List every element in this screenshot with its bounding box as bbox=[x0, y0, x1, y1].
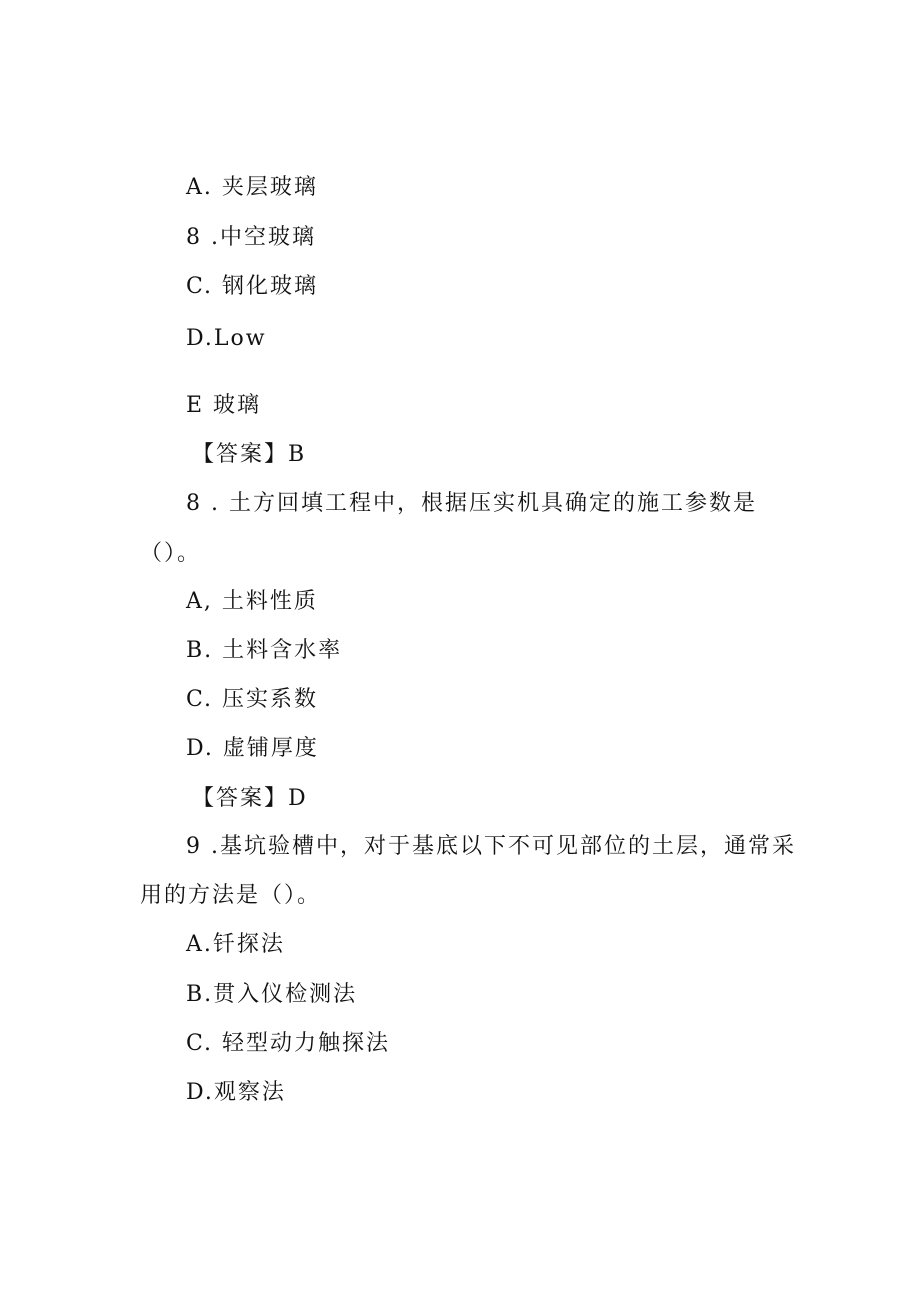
option-c: C. 钢化玻璃 bbox=[186, 274, 319, 299]
option-d: D.观察法 bbox=[186, 1080, 286, 1105]
question-stem: 8 . 土方回填工程中，根据压实机具确定的施工参数是 bbox=[186, 491, 757, 516]
option-d: D.Low bbox=[186, 326, 267, 351]
option-b: B. 土料含水率 bbox=[186, 638, 343, 663]
option-e: E 玻璃 bbox=[186, 393, 262, 418]
question-stem-continued: （）。 bbox=[140, 541, 202, 566]
question-stem: 9 .基坑验槽中，对于基底以下不可见部位的土层，通常采 bbox=[186, 834, 796, 859]
option-a: A. 夹层玻璃 bbox=[186, 175, 318, 200]
option-b: B.贯入仪检测法 bbox=[186, 982, 358, 1007]
answer-line: 【答案】B bbox=[192, 442, 307, 467]
question-stem-continued: 用的方法是（）。 bbox=[140, 883, 322, 908]
option-d: D. 虚铺厚度 bbox=[186, 736, 319, 761]
option-a: A, 土料性质 bbox=[186, 589, 318, 614]
option-c: C. 压实系数 bbox=[186, 687, 319, 712]
answer-line: 【答案】D bbox=[192, 786, 308, 811]
option-c: C. 轻型动力触探法 bbox=[186, 1031, 391, 1056]
option-b: 8 .中空玻璃 bbox=[186, 225, 316, 250]
option-a: A.钎探法 bbox=[186, 932, 285, 957]
